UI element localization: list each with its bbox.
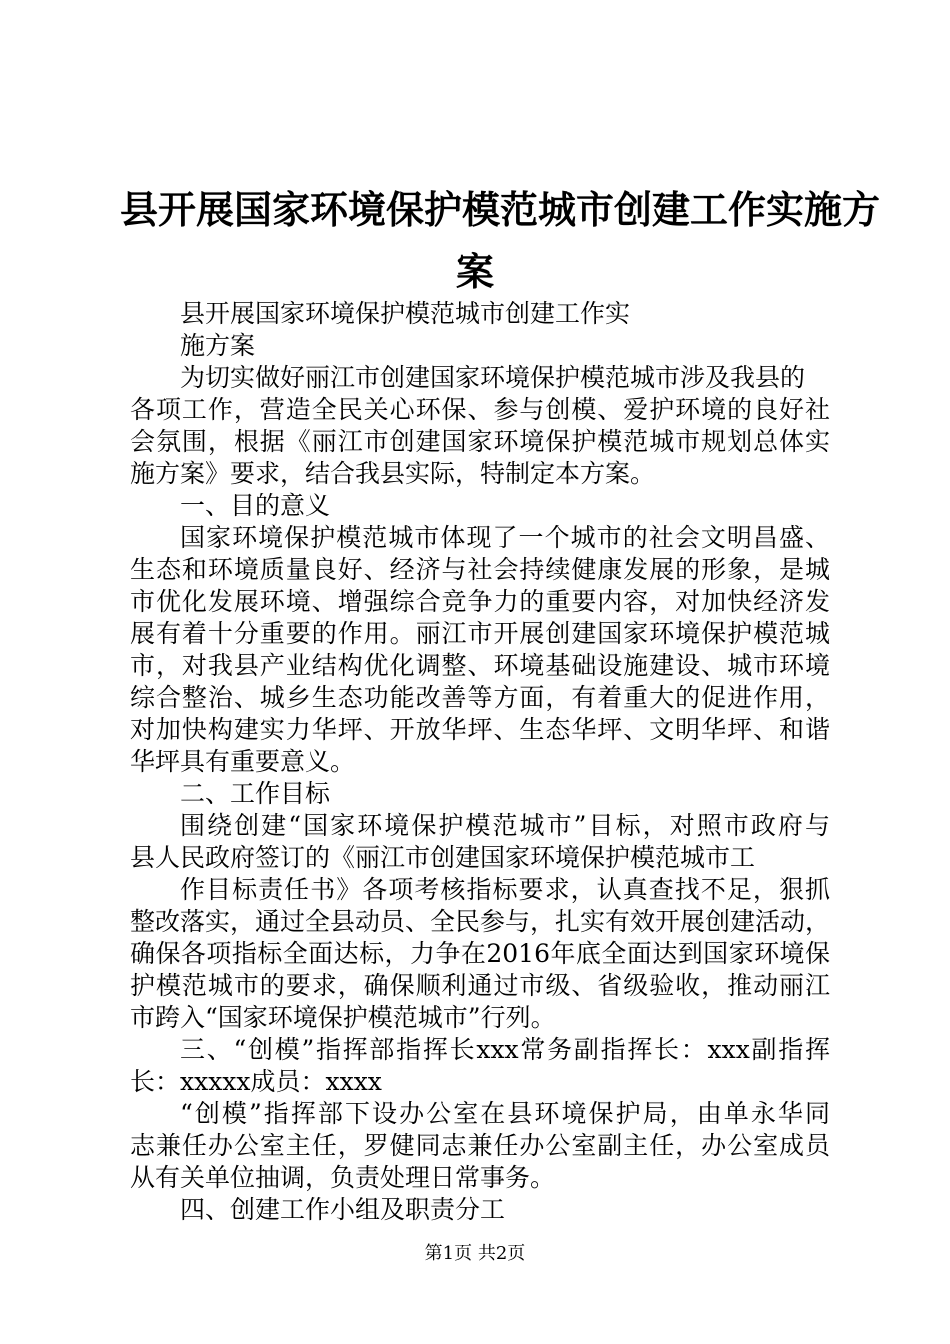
page-footer: 第1页 共2页 [424,1243,526,1264]
section-heading: 四、创建工作小组及职责分工 [180,1195,506,1224]
body-line: 为切实做好丽江市创建国家环境保护模范城市涉及我县的 [180,363,806,392]
body-line: 施方案 [180,331,256,360]
body-line: 长：xxxxx成员：xxxx [130,1067,382,1096]
body-line: 生态和环境质量良好、经济与社会持续健康发展的形象，是城 [130,555,830,584]
body-line: 市，对我县产业结构优化调整、环境基础设施建设、城市环境 [130,651,830,680]
body-line: 志兼任办公室主任，罗健同志兼任办公室副主任，办公室成员 [130,1131,830,1160]
body-line: 综合整治、城乡生态功能改善等方面，有着重大的促进作用， [130,683,830,712]
body-line: 从有关单位抽调，负责处理日常事务。 [130,1163,556,1192]
section-heading: 三、“创模”指挥部指挥长xxx常务副指挥长：xxx副指挥 [180,1035,830,1064]
body-line: 施方案》要求，结合我县实际，特制定本方案。 [130,459,656,488]
body-line: 县开展国家环境保护模范城市创建工作实 [180,299,631,328]
body-line: 确保各项指标全面达标，力争在2016年底全面达到国家环境保 [130,939,830,968]
document-title-line-1: 县开展国家环境保护模范城市创建工作实施方 [120,188,881,232]
body-line: 市优化发展环境、增强综合竞争力的重要内容，对加快经济发 [130,587,830,616]
body-line: 对加快构建实力华坪、开放华坪、生态华坪、文明华坪、和谐 [130,715,830,744]
body-line: 整改落实，通过全县动员、全民参与，扎实有效开展创建活动， [130,907,830,936]
body-line: 作目标责任书》各项考核指标要求，认真查找不足，狠抓 [180,875,830,904]
body-line: “创模”指挥部下设办公室在县环境保护局，由单永华同 [180,1099,830,1128]
body-line: 华坪具有重要意义。 [130,747,356,776]
body-line: 护模范城市的要求，确保顺利通过市级、省级验收，推动丽江 [130,971,830,1000]
body-line: 国家环境保护模范城市体现了一个城市的社会文明昌盛、 [180,523,830,552]
body-line: 围绕创建“国家环境保护模范城市”目标，对照市政府与 [180,811,830,840]
body-line: 展有着十分重要的作用。丽江市开展创建国家环境保护模范城 [130,619,830,648]
document-title-line-2: 案 [455,250,494,294]
body-line: 各项工作，营造全民关心环保、参与创模、爱护环境的良好社 [130,395,830,424]
section-heading: 二、工作目标 [180,779,331,808]
body-line: 市跨入“国家环境保护模范城市”行列。 [130,1003,556,1032]
body-line: 会氛围，根据《丽江市创建国家环境保护模范城市规划总体实 [130,427,830,456]
body-line: 县人民政府签订的《丽江市创建国家环境保护模范城市工 [130,843,756,872]
section-heading: 一、目的意义 [180,491,331,520]
